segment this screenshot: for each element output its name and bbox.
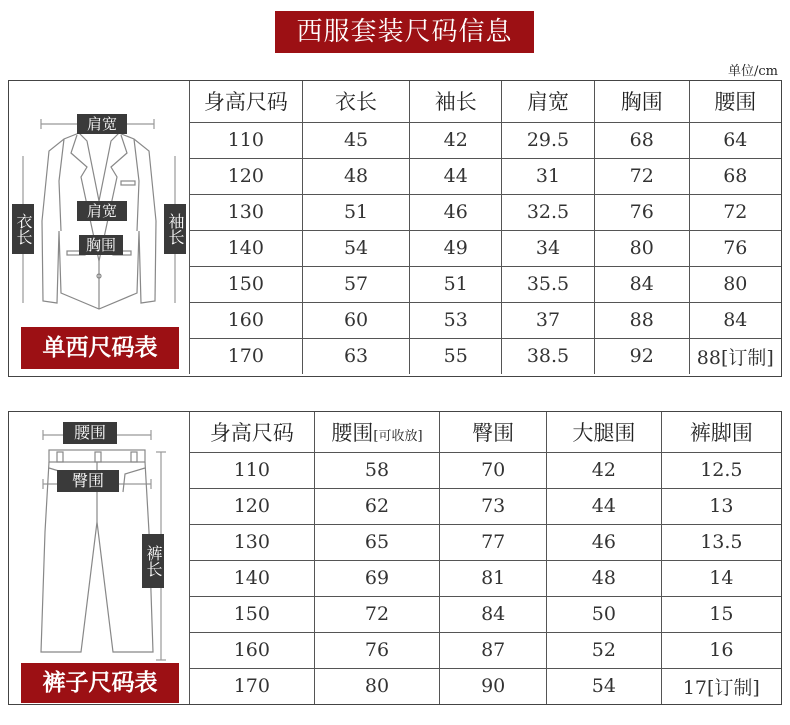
table-cell: 55 bbox=[410, 338, 502, 374]
table-cell: 150 bbox=[190, 596, 315, 632]
table-cell: 80 bbox=[314, 668, 440, 704]
unit-label: 单位/cm bbox=[728, 64, 778, 79]
pants-waist-label: 腰围 bbox=[63, 422, 117, 444]
table-cell: 52 bbox=[547, 632, 662, 668]
table-cell: 34 bbox=[502, 230, 595, 266]
table-cell: 44 bbox=[410, 158, 502, 194]
table-cell: 45 bbox=[302, 122, 410, 158]
table-row bbox=[190, 158, 782, 194]
table-row bbox=[190, 230, 782, 266]
table-cell: 76 bbox=[314, 632, 440, 668]
header-thigh: 大腿围 bbox=[547, 412, 662, 452]
table-cell: 37 bbox=[502, 302, 595, 338]
header-height-size: 身高尺码 bbox=[190, 81, 303, 122]
header-waist bbox=[314, 412, 440, 452]
table-cell: 42 bbox=[410, 122, 502, 158]
table-cell: 48 bbox=[547, 560, 662, 596]
table-row bbox=[190, 560, 782, 596]
table-header-row bbox=[190, 412, 782, 452]
table-cell: 72 bbox=[594, 158, 689, 194]
table-row bbox=[190, 194, 782, 230]
table-cell: 48 bbox=[302, 158, 410, 194]
table-cell: 44 bbox=[547, 488, 662, 524]
table-row bbox=[190, 266, 782, 302]
table-cell: 110 bbox=[190, 452, 315, 488]
table-cell: 72 bbox=[689, 194, 781, 230]
hip-label: 臀围 bbox=[57, 470, 119, 492]
table-cell: 150 bbox=[190, 266, 303, 302]
table-cell: 80 bbox=[594, 230, 689, 266]
pants-size-section bbox=[8, 411, 782, 705]
table-cell: 130 bbox=[190, 524, 315, 560]
table-cell: 160 bbox=[190, 302, 303, 338]
pants-size-table bbox=[189, 412, 781, 704]
table-cell: 17[订制] bbox=[661, 668, 781, 704]
header-sleeve-length: 袖长 bbox=[410, 81, 502, 122]
table-cell: 80 bbox=[689, 266, 781, 302]
header-hem: 裤脚围 bbox=[661, 412, 781, 452]
table-cell: 51 bbox=[410, 266, 502, 302]
table-cell: 29.5 bbox=[502, 122, 595, 158]
table-cell: 90 bbox=[440, 668, 547, 704]
table-cell: 62 bbox=[314, 488, 440, 524]
header-waist-text: 腰围 bbox=[331, 420, 374, 445]
table-cell: 76 bbox=[689, 230, 781, 266]
jacket-size-section bbox=[8, 80, 782, 377]
table-row bbox=[190, 452, 782, 488]
table-cell: 130 bbox=[190, 194, 303, 230]
table-cell: 63 bbox=[302, 338, 410, 374]
shoulder-label: 肩宽 bbox=[77, 114, 127, 134]
table-cell: 14 bbox=[661, 560, 781, 596]
header-waist: 腰围 bbox=[689, 81, 781, 122]
table-cell: 49 bbox=[410, 230, 502, 266]
table-row bbox=[190, 488, 782, 524]
table-cell: 160 bbox=[190, 632, 315, 668]
sleeve-length-label: 袖长 bbox=[164, 204, 186, 254]
header-height-size: 身高尺码 bbox=[190, 412, 315, 452]
table-row bbox=[190, 302, 782, 338]
table-cell: 170 bbox=[190, 668, 315, 704]
table-cell: 69 bbox=[314, 560, 440, 596]
table-cell: 84 bbox=[440, 596, 547, 632]
table-cell: 140 bbox=[190, 560, 315, 596]
table-row bbox=[190, 338, 782, 374]
table-cell: 32.5 bbox=[502, 194, 595, 230]
page-title: 西服套装尺码信息 bbox=[275, 11, 534, 53]
table-header-row bbox=[190, 81, 782, 122]
table-cell: 16 bbox=[661, 632, 781, 668]
table-cell: 84 bbox=[594, 266, 689, 302]
jacket-size-tag: 单西尺码表 bbox=[21, 327, 179, 369]
table-cell: 73 bbox=[440, 488, 547, 524]
table-cell: 12.5 bbox=[661, 452, 781, 488]
header-chest: 胸围 bbox=[594, 81, 689, 122]
table-cell: 88 bbox=[594, 302, 689, 338]
table-cell: 54 bbox=[302, 230, 410, 266]
header-hip: 臀围 bbox=[440, 412, 547, 452]
table-cell: 120 bbox=[190, 488, 315, 524]
header-waist-note: [可收放] bbox=[373, 428, 423, 444]
table-cell: 54 bbox=[547, 668, 662, 704]
table-cell: 68 bbox=[689, 158, 781, 194]
table-cell: 35.5 bbox=[502, 266, 595, 302]
jacket-length-label: 衣长 bbox=[12, 204, 34, 254]
table-cell: 170 bbox=[190, 338, 303, 374]
table-cell: 87 bbox=[440, 632, 547, 668]
table-cell: 65 bbox=[314, 524, 440, 560]
table-cell: 31 bbox=[502, 158, 595, 194]
table-cell: 120 bbox=[190, 158, 303, 194]
table-row bbox=[190, 524, 782, 560]
chest-width-label: 肩宽 bbox=[77, 201, 127, 221]
header-shoulder: 肩宽 bbox=[502, 81, 595, 122]
table-cell: 92 bbox=[594, 338, 689, 374]
table-cell: 76 bbox=[594, 194, 689, 230]
pants-figure bbox=[9, 412, 189, 704]
table-cell: 84 bbox=[689, 302, 781, 338]
pants-length-label: 裤长 bbox=[142, 534, 164, 588]
table-cell: 38.5 bbox=[502, 338, 595, 374]
table-cell: 77 bbox=[440, 524, 547, 560]
table-row bbox=[190, 596, 782, 632]
jacket-size-table bbox=[189, 81, 781, 374]
table-cell: 46 bbox=[410, 194, 502, 230]
table-row bbox=[190, 632, 782, 668]
table-cell: 13 bbox=[661, 488, 781, 524]
table-cell: 42 bbox=[547, 452, 662, 488]
table-cell: 88[订制] bbox=[689, 338, 781, 374]
table-cell: 46 bbox=[547, 524, 662, 560]
table-cell: 57 bbox=[302, 266, 410, 302]
jacket-figure bbox=[9, 81, 189, 376]
table-cell: 15 bbox=[661, 596, 781, 632]
pants-size-tag: 裤子尺码表 bbox=[21, 663, 179, 703]
table-cell: 50 bbox=[547, 596, 662, 632]
header-jacket-length: 衣长 bbox=[302, 81, 410, 122]
table-cell: 13.5 bbox=[661, 524, 781, 560]
table-cell: 64 bbox=[689, 122, 781, 158]
table-cell: 60 bbox=[302, 302, 410, 338]
table-row bbox=[190, 122, 782, 158]
table-cell: 58 bbox=[314, 452, 440, 488]
table-cell: 68 bbox=[594, 122, 689, 158]
table-cell: 110 bbox=[190, 122, 303, 158]
table-cell: 140 bbox=[190, 230, 303, 266]
table-cell: 51 bbox=[302, 194, 410, 230]
table-cell: 81 bbox=[440, 560, 547, 596]
table-row bbox=[190, 668, 782, 704]
chest-label: 胸围 bbox=[79, 235, 123, 255]
table-cell: 53 bbox=[410, 302, 502, 338]
table-cell: 70 bbox=[440, 452, 547, 488]
table-cell: 72 bbox=[314, 596, 440, 632]
